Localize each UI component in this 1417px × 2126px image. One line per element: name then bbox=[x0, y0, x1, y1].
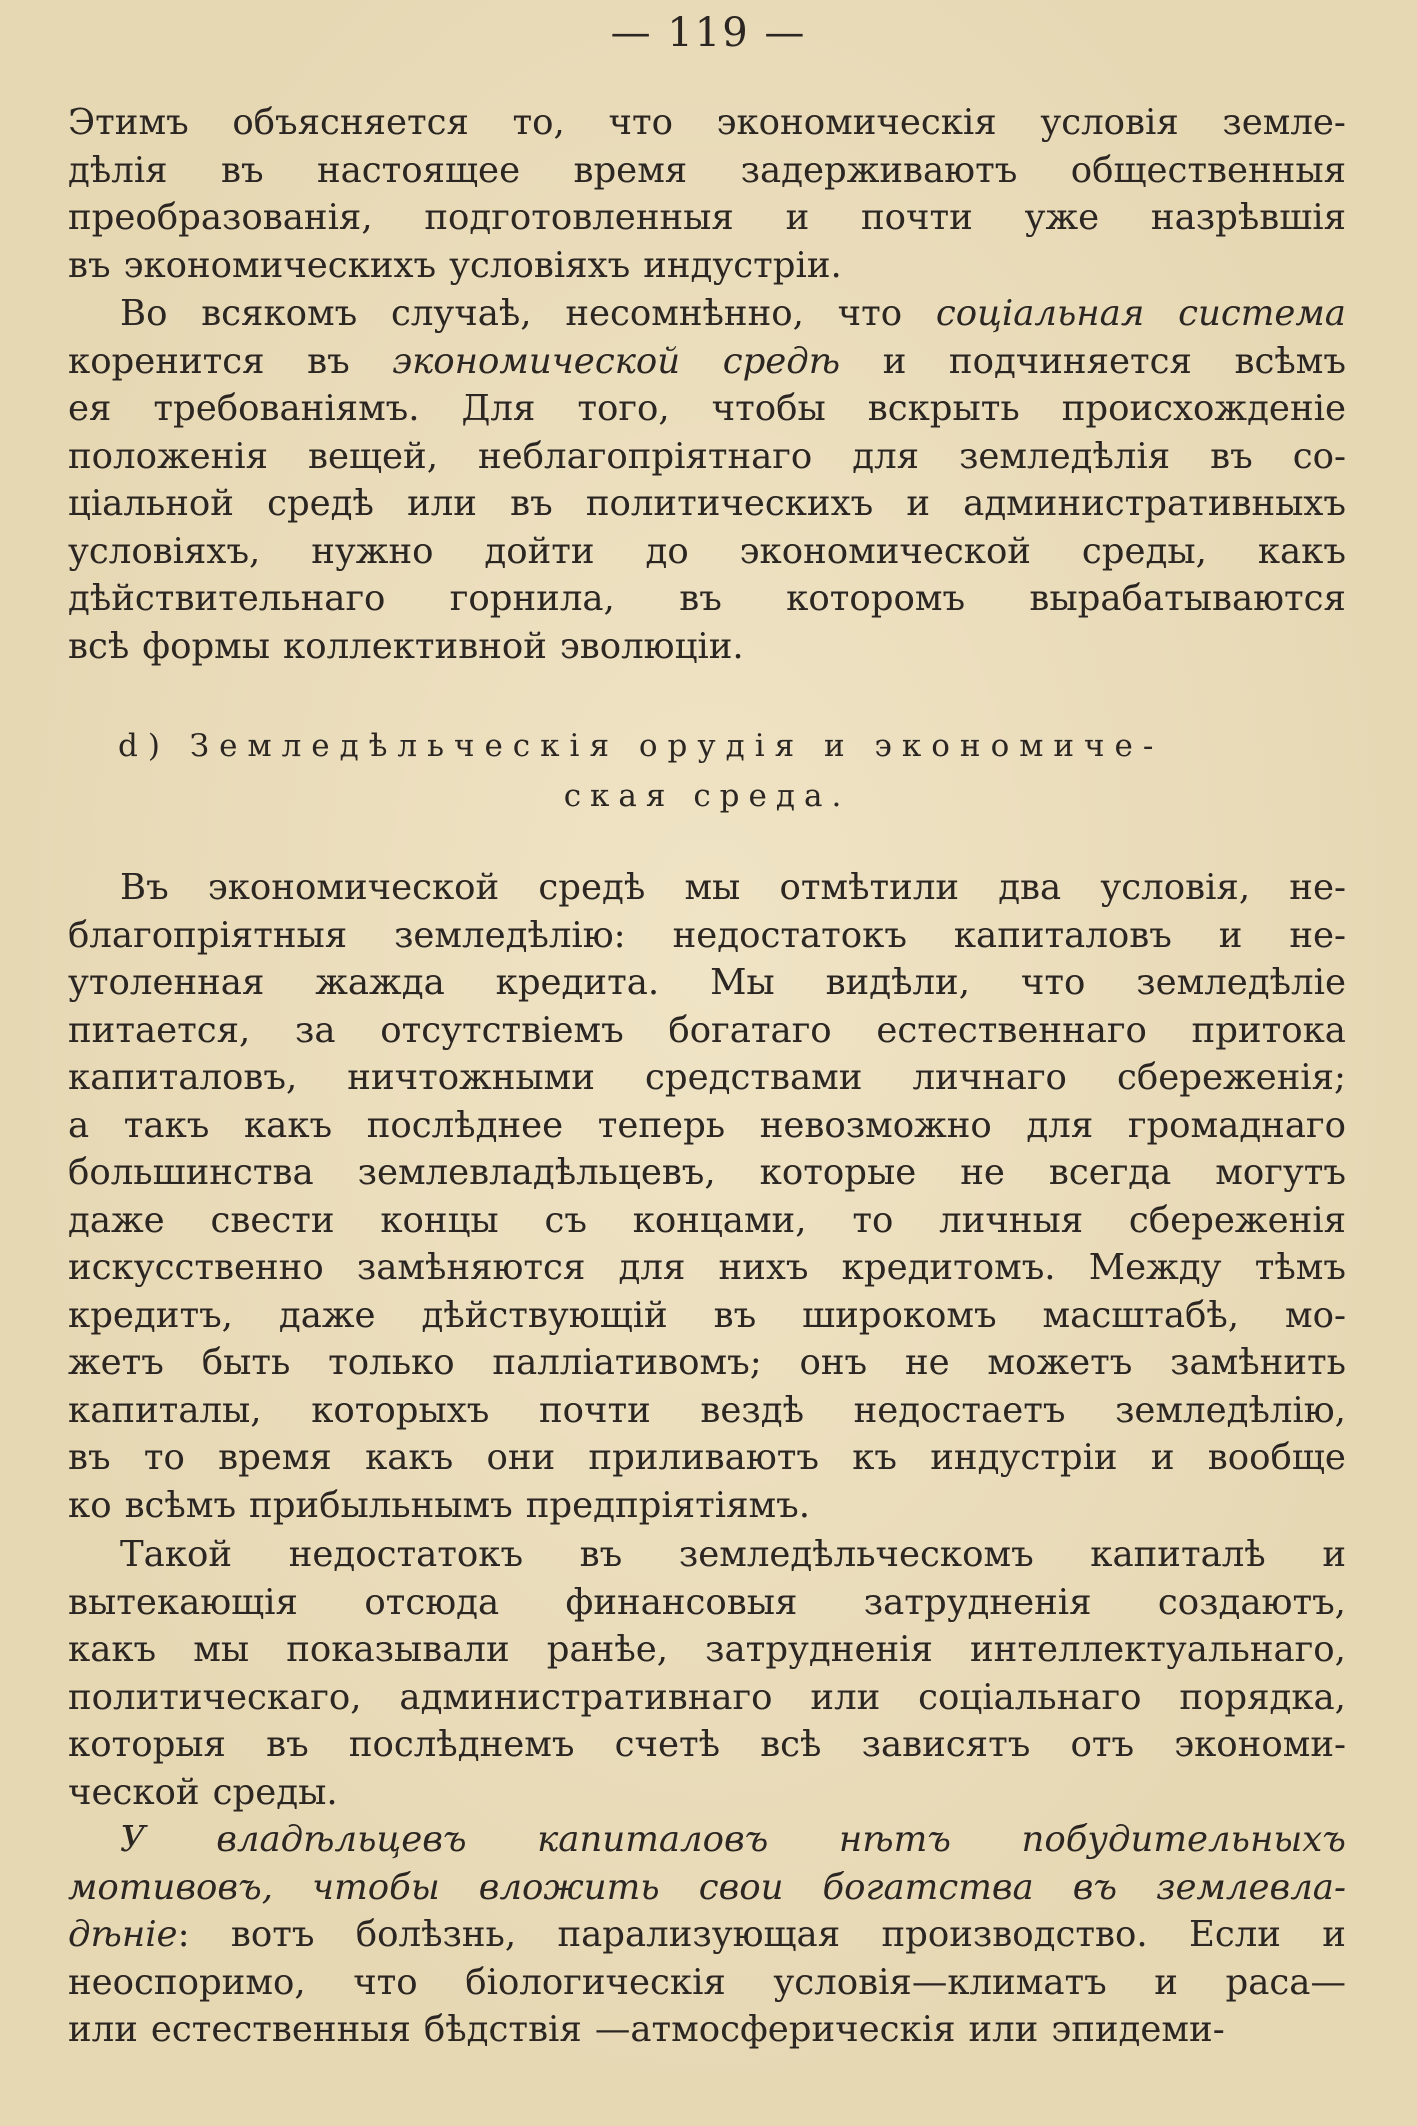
text-line: капиталовъ, ничтожными средствами личнаго сбереженія; bbox=[68, 1057, 1346, 1098]
text-line: въ то время какъ они приливаютъ къ индустріи и вообще bbox=[68, 1437, 1346, 1478]
text-line: даже свести концы съ концами, то личныя сбереженія bbox=[68, 1199, 1346, 1241]
text-line: кредитъ, даже дѣйствующій въ широкомъ масштабѣ, мо- bbox=[68, 1294, 1346, 1336]
text-line: или естественныя бѣдствія —атмосферическія или эпидеми- bbox=[68, 2009, 1225, 2050]
text-line: въ экономическихъ условіяхъ индустріи. bbox=[68, 244, 842, 286]
text-line: благопріятныя земледѣлію: недостатокъ капиталовъ и не- bbox=[68, 914, 1346, 956]
text-line: жетъ быть только паллiативомъ; онъ не можетъ замѣнить bbox=[68, 1342, 1346, 1383]
text-line: ея требованіямъ. Для того, чтобы вскрыть происхожденіе bbox=[68, 388, 1346, 429]
text-line: Во всякомъ случаѣ, несомнѣнно, что соціальная система bbox=[120, 293, 1346, 334]
paragraph-3 bbox=[68, 864, 1346, 1529]
paragraph-5 bbox=[68, 1816, 1346, 2054]
text-line: Такой недостатокъ въ земледѣльческомъ капиталѣ и bbox=[120, 1534, 1346, 1575]
text-line: ціальной средѣ или въ политическихъ и административныхъ bbox=[68, 483, 1346, 524]
section-heading-line-2: ская среда. bbox=[563, 778, 851, 814]
section-heading-line-1: d) Земледѣльческія орудія и экономиче- bbox=[118, 728, 1164, 764]
paragraph-1 bbox=[68, 99, 1346, 289]
text-line: дѣйствительнаго горнила, въ которомъ вырабатываются bbox=[68, 578, 1346, 619]
text-line: дѣніе: вотъ болѣзнь, парализующая производство. Если и bbox=[68, 1914, 1346, 1955]
text-line: а такъ какъ послѣднее теперь невозможно для громаднаго bbox=[68, 1104, 1346, 1146]
text-line: условіяхъ, нужно дойти до экономической среды, какъ bbox=[68, 530, 1346, 572]
text-line: дѣлія въ настоящее время задерживаютъ общественныя bbox=[68, 149, 1346, 191]
text-line: мотивовъ, чтобы вложить свои богатства въ землевла- bbox=[68, 1866, 1346, 1908]
text-line: Въ экономической средѣ мы отмѣтили два условія, не- bbox=[120, 867, 1346, 908]
text-line: ческой среды. bbox=[68, 1771, 338, 1813]
paragraph-2 bbox=[68, 290, 1346, 670]
text-line: какъ мы показывали ранѣе, затрудненія интеллектуальнаго, bbox=[68, 1629, 1346, 1670]
text-line: всѣ формы коллективной эволюціи. bbox=[68, 625, 744, 667]
text-line: неоспоримо, что біологическія условія—климатъ и раса— bbox=[68, 1961, 1346, 2003]
text-line: искусственно замѣняются для нихъ кредитомъ. Между тѣмъ bbox=[68, 1247, 1346, 1288]
text-line: питается, за отсутствіемъ богатаго естественнаго притока bbox=[68, 1009, 1346, 1051]
text-line: коренится въ экономической средѣ и подчиняется всѣмъ bbox=[68, 340, 1346, 382]
text-line: ко всѣмъ прибыльнымъ предпріятіямъ. bbox=[68, 1484, 810, 1526]
text-line: У владѣльцевъ капиталовъ нѣтъ побудительныхъ bbox=[120, 1819, 1346, 1860]
text-line: преобразованія, подготовленныя и почти уже назрѣвшія bbox=[68, 197, 1346, 238]
text-line: капиталы, которыхъ почти вездѣ недостаетъ земледѣлію, bbox=[68, 1389, 1346, 1431]
text-line: политическаго, административнаго или соціальнаго порядка, bbox=[68, 1676, 1346, 1718]
text-line: утоленная жажда кредита. Мы видѣли, что земледѣліе bbox=[68, 962, 1346, 1003]
paragraph-4 bbox=[68, 1531, 1346, 1816]
text-line: Этимъ объясняется то, что экономическія условія земле- bbox=[68, 102, 1346, 143]
text-line: вытекающія отсюда финансовыя затрудненія создаютъ, bbox=[68, 1581, 1346, 1623]
text-line: которыя въ послѣднемъ счетѣ всѣ зависятъ отъ экономи- bbox=[68, 1724, 1346, 1765]
page-number: — 119 — bbox=[610, 10, 807, 56]
text-line: положенія вещей, неблагопріятнаго для земледѣлія въ со- bbox=[68, 435, 1346, 477]
text-line: большинства землевладѣльцевъ, которые не всегда могутъ bbox=[68, 1152, 1346, 1193]
